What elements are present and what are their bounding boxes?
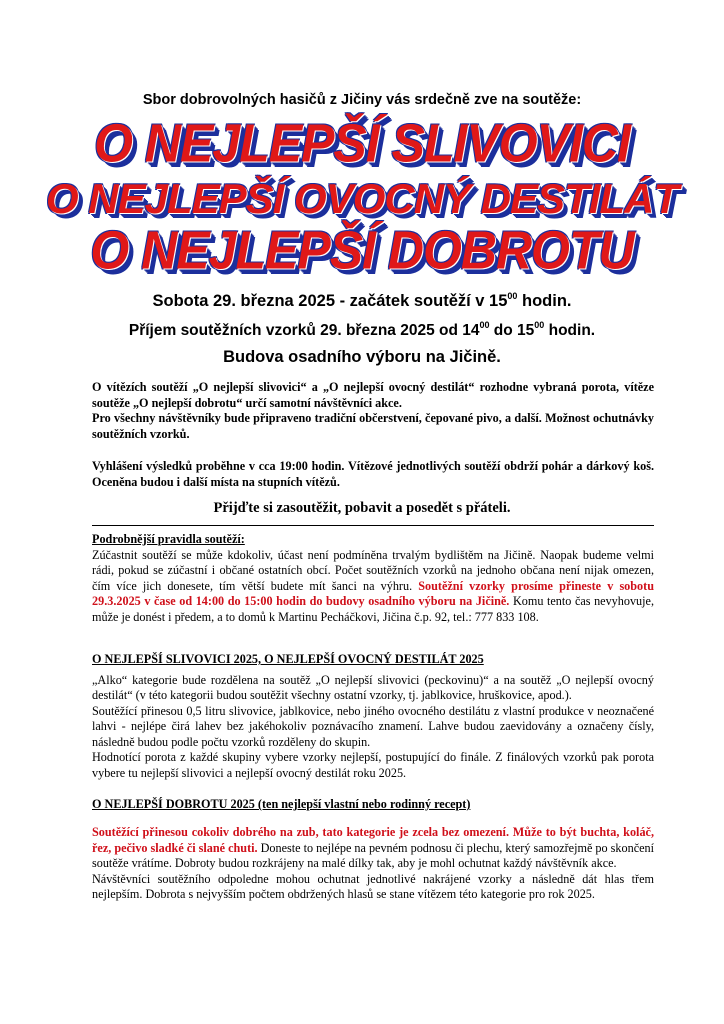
headline-destilat: O NEJLEPŠÍ OVOCNÝ DESTILÁT [45, 175, 679, 222]
section-alko-heading: O NEJLEPŠÍ SLIVOVICI 2025, O NEJLEPŠÍ OVOCNÝ DESTILÁT 2025 [92, 652, 484, 666]
rules-heading: Podrobnější pravidla soutěží: [92, 532, 245, 546]
info-paragraph: O vítězích soutěží „O nejlepší slivovici“ a „O nejlepší ovocný destilát“ rozhodne vybraná porota, vítěze soutěže „O nejlepší dobrotu“ určí samotní návštěvníci akce. [92, 380, 654, 410]
divider [92, 525, 654, 526]
section-alko-paragraph: Soutěžící přinesou 0,5 litru slivovice, jablkovice, nebo jiného ovocného destilátu z vlastní produkce v neoznačené lahvi - nejlépe čirá lahev bez jakéhokoliv poznávacího znamení. Lahve budou zaevidovány a označeny čísly, následně budou podle počtu vzorků rozděleny do skupin. [92, 703, 654, 749]
info-block-judging [92, 380, 654, 442]
dobrota-highlight: Soutěžící přinesou cokoliv dobrého na zub, tato kategorie je zcela bez omezení. Může to být buchta, koláč, řez, pečivo sladké či slané chuti. [92, 825, 654, 855]
rules-block [92, 532, 654, 625]
sample-intake-line: Příjem soutěžních vzorků 29. března 2025 od $14^{00}$ do $15^{00}$ hodin. [128, 320, 596, 339]
headline-slivovice: O NEJLEPŠÍ SLIVOVICI [94, 112, 630, 174]
section-alko-paragraph: Hodnotící porota z každé skupiny vybere vzorky nejlepší, postupující do finále. Z finálových vzorků pak porota vybere tu nejlepší slivovici a nejlepší ovocný destilát roku 2025. [92, 750, 654, 780]
rules-paragraph: Zúčastnit soutěží se může kdokoliv, účast není podmíněna trvalým bydlištěm na Jičině. Naopak budeme velmi rádi, pokud se zúčastní i občané ostatních obcí. Počet soutěžních vzorků na jednoho občana není nijak omezen, čím více jich donesete, tím větší budete mít šanci na výhru. Soutěžní vzorky prosíme přineste v sobotu 29.3.2025 v čase od 14:00 do 15:00 hodin do budovy osadního výboru na Jičině. Komu tento čas nevyhovuje, může je donést i předem, a to domů k Martinu Pecháčkovi, Jičina č.p. 92, tel.: 777 833 108. [92, 547, 654, 624]
event-date-line: Sobota 29. března 2025 - začátek soutěží v $15^{00}$ hodin. [152, 291, 572, 310]
section-dobrota-heading: O NEJLEPŠÍ DOBROTU 2025 (ten nejlepší vlastní nebo rodinný recept) [92, 797, 471, 811]
rules-highlight: Soutěžní vzorky prosíme přineste v sobotu 29.3.2025 v čase od 14:00 do 15:00 hodin do budovy osadního výboru na Jičině. [92, 578, 654, 608]
section-dobrota-heading-wrap [92, 797, 654, 813]
info-paragraph: Pro všechny návštěvníky bude připraveno tradiční občerstvení, čepované pivo, a další. Možnost ochutnávky soutěžních vzorků. [92, 411, 654, 441]
section-dobrota-paragraph: Soutěžící přinesou cokoliv dobrého na zub, tato kategorie je zcela bez omezení. Může to být buchta, koláč, řez, pečivo sladké či slané chuti. Doneste to nejlépe na pevném podnosu či plechu, který samozřejmě po skončení soutěže vrátíme. Dobroty budou rozkrájeny na malé dílky tak, aby je mohl ochutnat každý návštěvník akce. [92, 825, 654, 870]
info-block-results [92, 459, 654, 490]
section-alko [92, 652, 654, 781]
section-dobrota [92, 825, 654, 903]
headline-dobrota: O NEJLEPŠÍ DOBROTU [90, 219, 634, 281]
section-dobrota-paragraph: Návštěvníci soutěžního odpoledne mohou ochutnat jednotlivé nakrájené vzorky a následně dát hlas třem nejlepším. Dobrota s nejvyšším počtem obdržených hlasů se stane vítězem této kategorie pro rok 2025. [92, 871, 654, 901]
call-to-action: Přijďte si zasoutěžit, pobavit a posedět s přáteli. [213, 500, 511, 516]
info-paragraph: Vyhlášení výsledků proběhne v cca 19:00 hodin. Vítězové jednotlivých soutěží obdrží pohár a dárkový koš. Oceněna budou i další místa na stupních vítězů. [92, 459, 654, 489]
venue-line: Budova osadního výboru na Jičině. [223, 348, 501, 366]
invitation-line: Sbor dobrovolných hasičů z Jičiny vás srdečně zve na soutěže: [142, 92, 582, 108]
section-alko-paragraph: „Alko“ kategorie bude rozdělena na soutěž „O nejlepší slivovici (peckovinu)“ a na soutěž „O nejlepší ovocný destilát“ (v této kategorii budou soutěžit všechny ostatní vzorky, tj. jablkovice, hruškovice, apod.). [92, 672, 654, 702]
